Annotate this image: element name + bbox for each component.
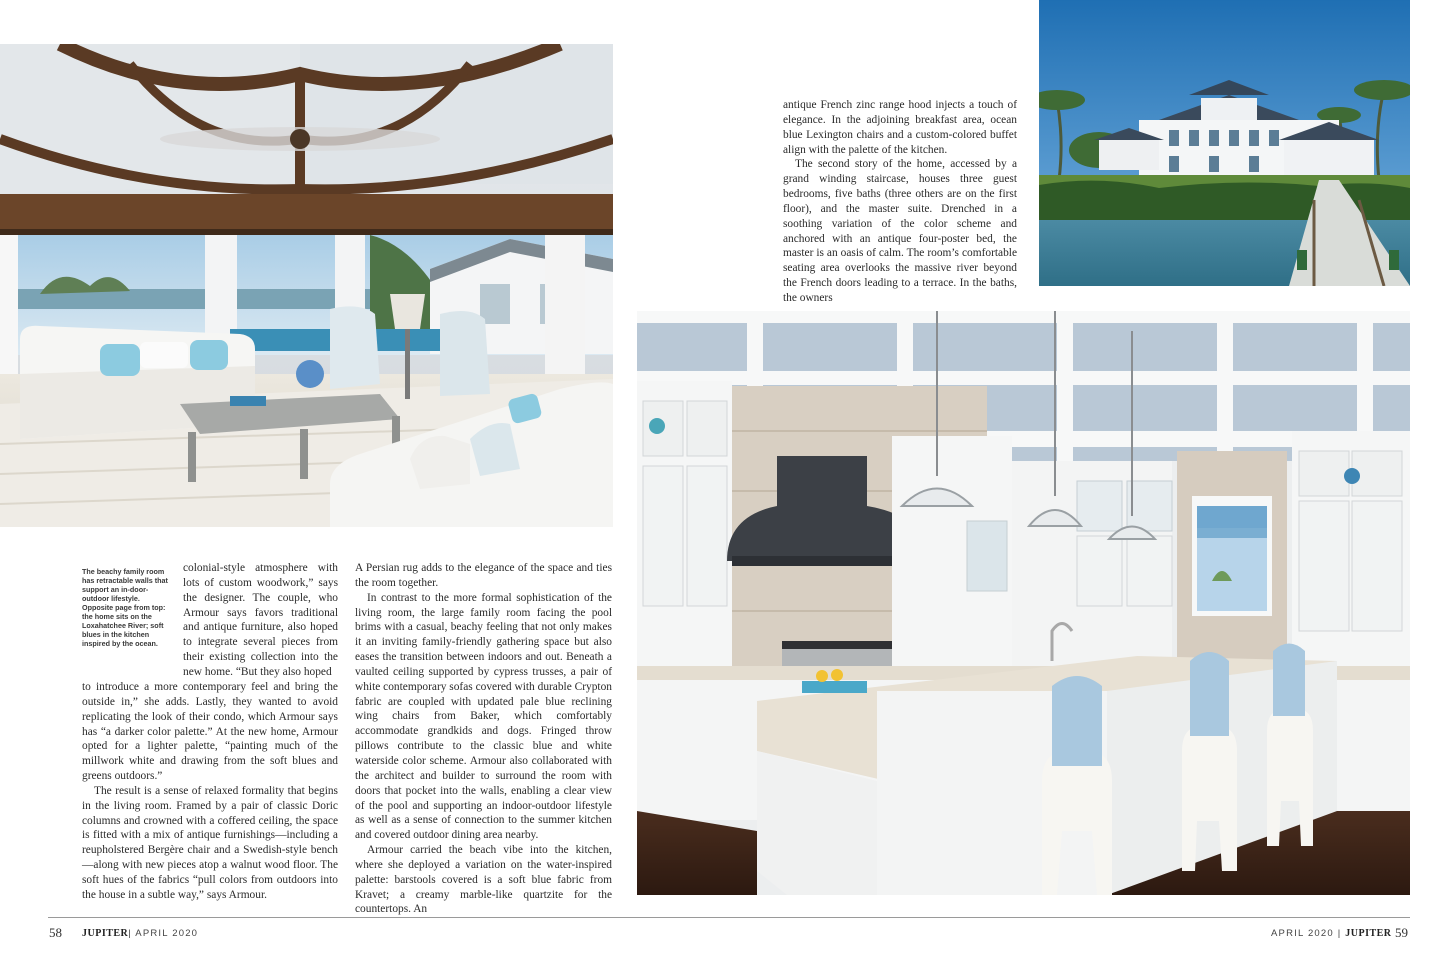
- footer-rule: [48, 917, 1410, 918]
- body-paragraph: antique French zinc range hood injects a touch of elegance. In the adjoining breakfast area, ocean blue Lexington chairs and a custom-colored buffet align with the palette of the kitchen.: [783, 99, 1017, 156]
- body-paragraph: In contrast to the more formal sophistication of the living room, the large family room facing the pool brims with a casual, beachy feeling that not only makes it an inviting family-friendly gathering space but also eases the transition between indoors and out. Beneath a vaulted ceiling supported by cypress trusses, a pair of white contemporary sofas covered with durable Crypton fabric are coupled with updated pale blue reclining wing chairs from Baker, which comfortably accommodate grandkids and dogs. Fringed throw pillows contribute to the classic blue and white waterside color scheme. Armour also collaborated with the architect and builder to surround the room with doors that pocket into the walls, enabling a clear view of the pool and supporting an indoor-outdoor lifestyle as well as a sense of connection to the summer kitchen and covered outdoor dining area nearby.: [355, 591, 612, 842]
- magazine-name: JUPITER: [82, 928, 129, 939]
- body-text: to introduce a more contemporary feel and bring the outside in,” she adds. Lastly, they wanted to avoid replicating the look of their condo, which Armour says has “a darker color palette.” At the new home, Armour opted for a lighter palette, “painting much of the millwork white and drawing from the soft blues and greens outdoors.”: [82, 681, 338, 783]
- issue-date: | APRIL 2020: [128, 928, 199, 939]
- footer-masthead-right: [1271, 928, 1392, 939]
- family-room-photo: [0, 44, 613, 527]
- page-number-right: 59: [1395, 925, 1408, 940]
- page-number-left: 58: [49, 925, 62, 940]
- body-text: colonial-style atmosphere with lots of custom woodwork,” says the designer. The couple, who Armour says favors traditional and antique furniture, also hoped to integrate several pieces from their existing collection into the new home. “But they also hoped: [183, 562, 338, 678]
- kitchen-photo: [637, 311, 1410, 895]
- river-house-photo: [1039, 0, 1410, 286]
- body-paragraph: A Persian rug adds to the elegance of the space and ties the room together.: [355, 562, 612, 589]
- left-column-2: [355, 561, 612, 917]
- body-paragraph: Armour carried the beach vibe into the kitchen, where she deployed a variation on the water-inspired palette: barstools covered is a soft blue fabric from Kravet; a creamy marble-like quartzite for the countertops. An: [355, 844, 612, 916]
- footer-masthead-left: [82, 928, 198, 939]
- magazine-name: JUPITER: [1345, 928, 1392, 939]
- body-paragraph: The second story of the home, accessed by a grand winding staircase, houses three guest bedrooms, five baths (three others are on the first floor), and the master suite. Drenched in a soothing variation of the color scheme and anchored with an antique four-poster bed, the master is an oasis of calm. The room’s comfortable seating area overlooks the massive river beyond the French doors leading to a terrace. In the baths, the owners: [783, 158, 1017, 304]
- body-paragraph: The result is a sense of relaxed formality that begins in the living room. Framed by a pair of classic Doric columns and crowned with a coffered ceiling, the space is fitted with a mix of antique furnishings—including a reupholstered Bergère chair and a Swedish-style bench—along with new pieces atop a walnut wood floor. The soft hues of the fabrics “pull colors from outdoors into the house in a subtle way,” says Armour.: [82, 784, 338, 901]
- photo-caption: The beachy family room has retractable walls that support an in-door-outdoor lifestyle. Opposite page from top: the home sits on the Loxahatchee River; soft blues in the kitchen inspired by the ocean.: [82, 567, 168, 648]
- left-column-1-narrow: [183, 561, 338, 680]
- right-column: [783, 98, 1017, 306]
- left-column-1-wide: [82, 680, 338, 903]
- issue-date: APRIL 2020 |: [1271, 928, 1342, 939]
